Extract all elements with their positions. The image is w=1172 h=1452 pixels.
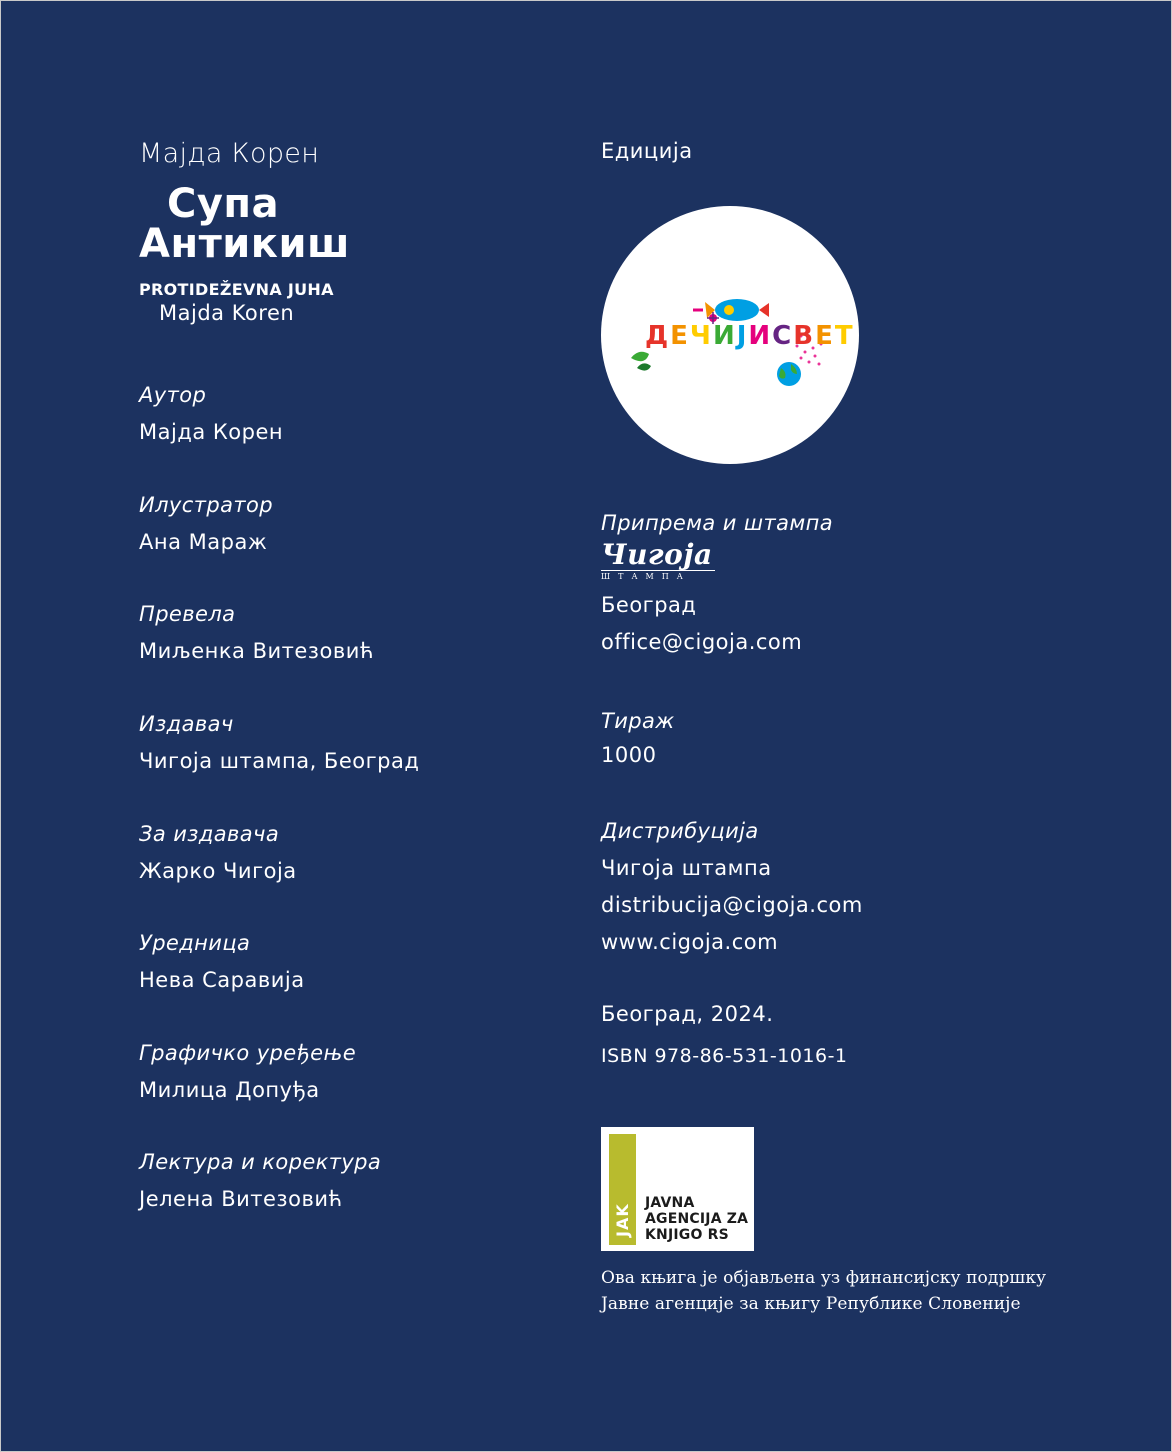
edition-logo-letter: В — [793, 321, 816, 351]
cigoja-logo — [601, 540, 721, 588]
edition-logo-letter: И — [748, 321, 773, 351]
credit-editor — [139, 930, 305, 993]
print-label: Припрема и штампа — [601, 511, 834, 535]
edition-logo-letter: Ч — [689, 321, 713, 351]
credit-value: Жарко Чигоја — [139, 859, 297, 883]
edition-logo-letter: Ј — [736, 321, 749, 351]
imprint-place-year: Београд, 2024. — [601, 1002, 774, 1026]
credit-value: Ана Мараж — [139, 530, 268, 554]
jak-logo-line: JAVNA — [645, 1195, 695, 1211]
run-section — [601, 708, 675, 768]
run-value: 1000 — [601, 743, 657, 767]
distribution-web: www.cigoja.com — [601, 930, 779, 954]
left-column — [139, 136, 559, 1211]
edition-logo — [601, 206, 859, 464]
right-column — [601, 136, 1071, 1314]
jak-logo-line: KNJIGO RS — [645, 1227, 729, 1243]
edition-logo-letter: И — [712, 321, 737, 351]
credit-label: Лектура и коректура — [139, 1150, 382, 1174]
header-author: Мајда Корен — [139, 138, 320, 169]
support-note — [601, 1265, 1071, 1317]
credit-label: За издавача — [139, 822, 280, 846]
rocket-icon — [693, 299, 769, 321]
credit-value: Миљенка Витезовић — [139, 639, 375, 663]
credit-label: Уредница — [139, 931, 251, 955]
edition-logo-text — [645, 321, 855, 351]
book-title — [139, 181, 559, 267]
edition-logo-letter: Т — [834, 321, 855, 351]
book-title-line1: Супа — [167, 181, 280, 227]
credit-value: Милица Допуђа — [139, 1078, 320, 1102]
original-author: Majda Koren — [159, 301, 295, 325]
distribution-email: distribucija@cigoja.com — [601, 893, 863, 917]
jak-logo-abbr: JAK — [613, 1203, 632, 1237]
credit-value: Чигоја штампа, Београд — [139, 749, 420, 773]
original-title: PROTIDEŽEVNA JUHA — [139, 280, 334, 299]
distribution-label: Дистрибуција — [601, 819, 759, 843]
isbn: ISBN 978-86-531-1016-1 — [601, 1045, 848, 1067]
credit-label: Издавач — [139, 712, 234, 736]
book-title-line2: Антикиш — [139, 221, 350, 267]
jak-logo — [601, 1127, 754, 1251]
print-section — [601, 510, 833, 655]
credit-label: Превела — [139, 602, 236, 626]
credit-for-publisher — [139, 821, 297, 884]
credit-label: Графичко уређење — [139, 1041, 357, 1065]
credit-translator — [139, 601, 374, 664]
credit-label: Илустратор — [139, 493, 273, 517]
distribution-name: Чигоја штампа — [601, 856, 772, 880]
credit-value: Нева Саравија — [139, 968, 305, 992]
edition-logo-letter: Е — [670, 321, 690, 351]
credit-label: Аутор — [139, 383, 207, 407]
cigoja-logo-script: Чигоја — [601, 538, 713, 571]
cigoja-logo-sub: ШТАМПА — [601, 570, 715, 582]
distribution-section — [601, 818, 863, 955]
leaf-icon — [631, 352, 651, 371]
edition-logo-letter: Д — [645, 321, 671, 351]
print-city: Београд — [601, 593, 697, 617]
jak-logo-line: AGENCIJA ZA — [645, 1211, 749, 1227]
edition-label: Едиција — [601, 139, 693, 163]
edition-logo-letter: С — [772, 321, 794, 351]
credit-proofreading — [139, 1149, 381, 1212]
globe-icon — [777, 362, 801, 386]
imprint-section — [601, 1001, 848, 1069]
credit-author — [139, 382, 283, 445]
credit-publisher — [139, 711, 419, 774]
credit-value: Мајда Корен — [139, 420, 284, 444]
support-note-line: Ова књига је објављена уз финансијску подршку — [601, 1268, 1047, 1288]
edition-logo-letter: Е — [815, 321, 835, 351]
credit-graphic-design — [139, 1040, 356, 1103]
support-note-line: Јавне агенције за књигу Републике Словеније — [601, 1294, 1021, 1314]
credit-value: Јелена Витезовић — [139, 1187, 343, 1211]
jak-logo-text — [645, 1195, 748, 1243]
credit-illustrator — [139, 492, 273, 555]
print-email: office@cigoja.com — [601, 630, 803, 654]
run-label: Тираж — [601, 709, 675, 733]
